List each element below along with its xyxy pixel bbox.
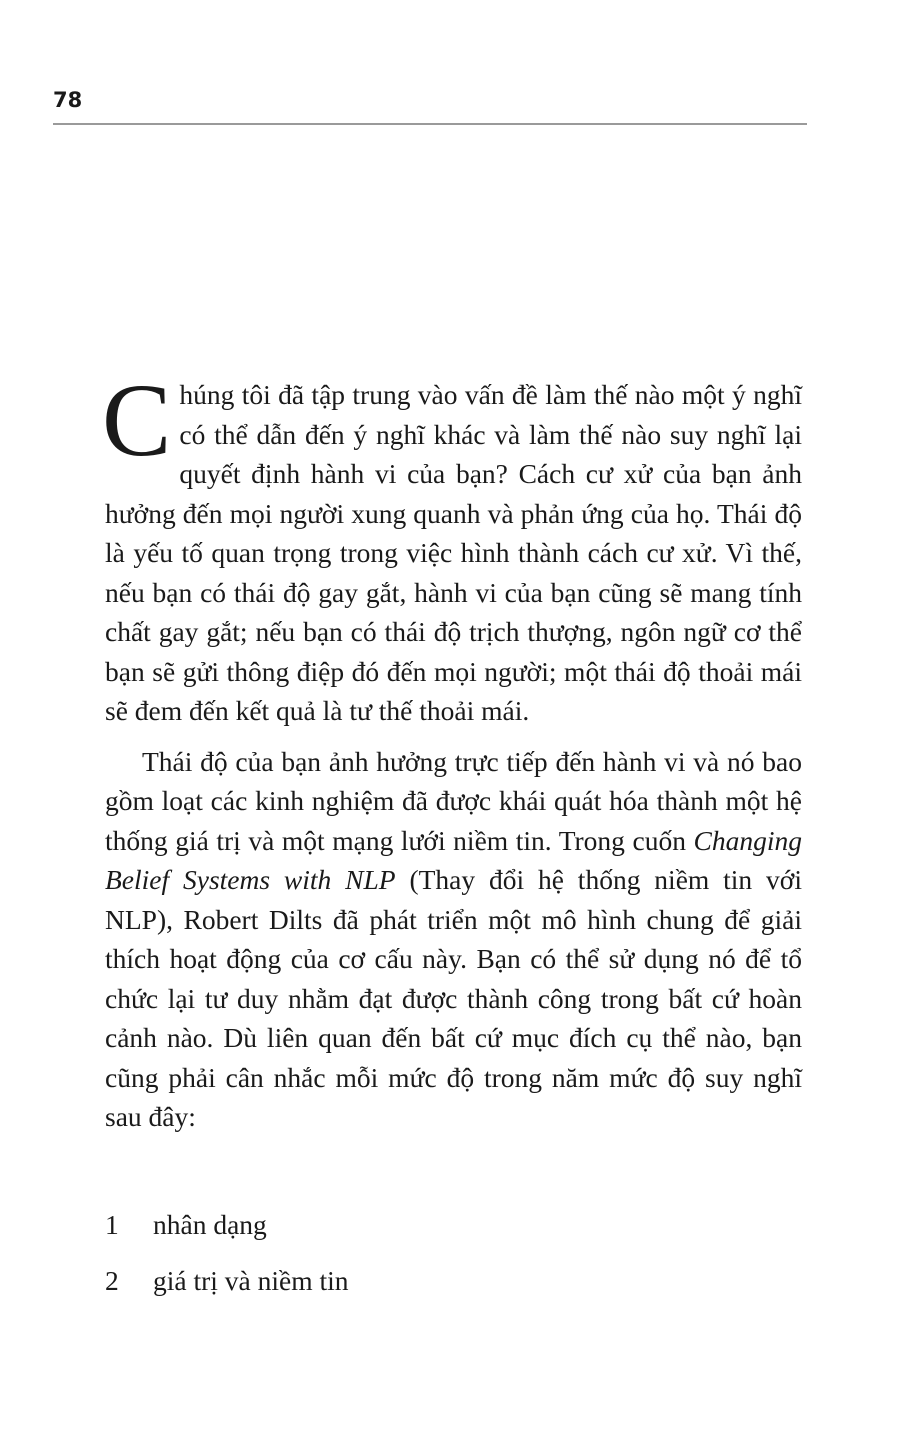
paragraph-1 [102, 363, 802, 731]
list-item [105, 1205, 349, 1261]
page-number: 78 [53, 88, 83, 112]
drop-cap: C [102, 363, 172, 478]
list-item [105, 1261, 349, 1317]
paragraph-2 [105, 742, 802, 1137]
paragraph-2-text-before: Thái độ của bạn ảnh hưởng trực tiếp đến hành vi và nó bao gồm loạt các kinh nghiệm đã được khái quát hóa thành một hệ thống giá trị và một mạng lưới niềm tin. Trong cuốn [105, 745, 802, 856]
book-title: Changing Belief Systems with NLP [105, 824, 802, 895]
body-text [102, 363, 802, 1137]
paragraph-1-text: húng tôi đã tập trung vào vấn đề làm thế nào một ý nghĩ có thể dẫn đến ý nghĩ khác và làm thế nào suy nghĩ lại quyết định hành vi của bạn? Cách cư xử của bạn ảnh hưởng đến mọi người xung quanh và phản ứng của họ. Thái độ là yếu tố quan trọng trong việc hình thành cách cư xử. Vì thế, nếu bạn có thái độ gay gắt, hành vi của bạn cũng sẽ mang tính chất gay gắt; nếu bạn có thái độ trịch thượng, ngôn ngữ cơ thể bạn sẽ gửi thông điệp đó đến mọi người; một thái độ thoải mái sẽ đem đến kết quả là tư thế thoải mái. [105, 379, 802, 726]
list-item-number: 1 [105, 1209, 119, 1240]
paragraph-2-text-after: (Thay đổi hệ thống niềm tin với NLP), Robert Dilts đã phát triển một mô hình chung để giải thích hoạt động của cơ cấu này. Bạn có thể sử dụng nó để tổ chức lại tư duy nhằm đạt được thành công trong bất cứ hoàn cảnh nào. Dù liên quan đến bất cứ mục đích cụ thể nào, bạn cũng phải cân nhắc mỗi mức độ trong năm mức độ suy nghĩ sau đây: [105, 864, 802, 1132]
levels-list [105, 1205, 349, 1317]
header-divider [53, 123, 807, 125]
list-item-number: 2 [105, 1265, 119, 1296]
list-item-label: giá trị và niềm tin [153, 1265, 349, 1296]
list-item-label: nhân dạng [153, 1209, 267, 1240]
